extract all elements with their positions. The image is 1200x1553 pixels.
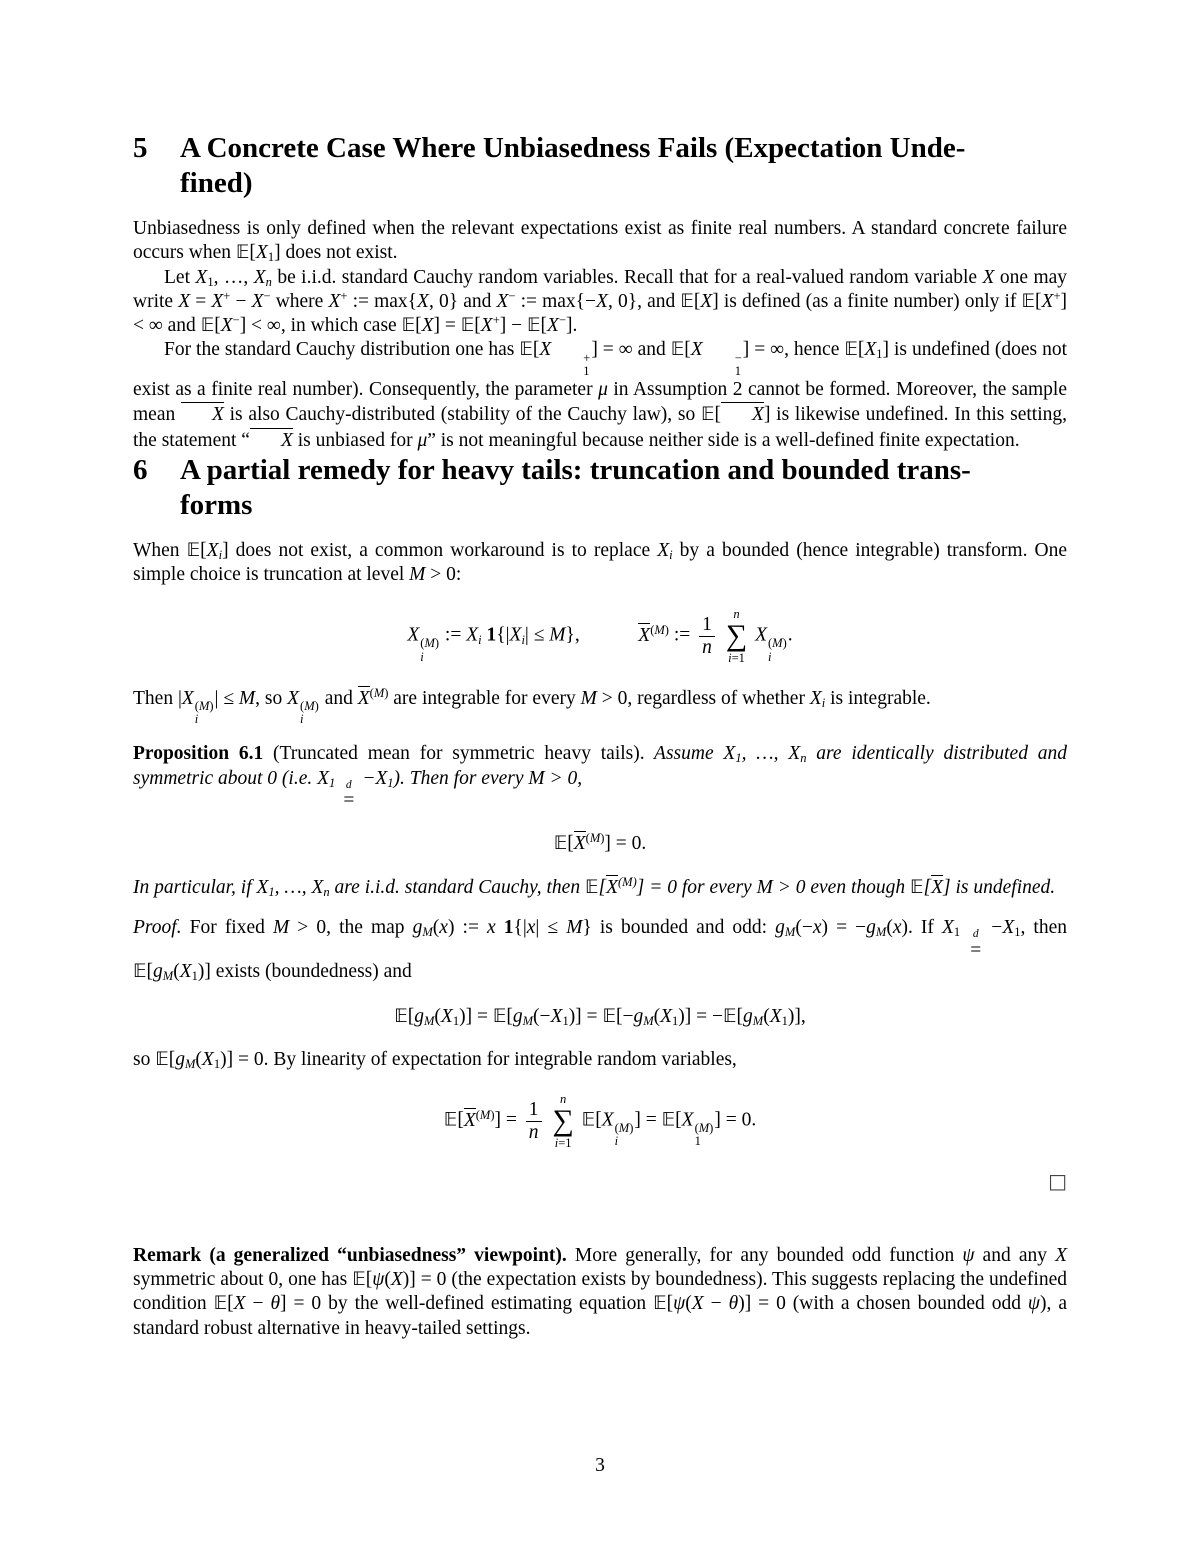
paragraph-truncation-intro: When $𝔼[X_i]$ does not exist, a common workaround is to replace $X_i$ by a bounded (hence integrable) transform. One simple choice is truncation at level M > 0: xyxy=(133,539,1067,586)
section-6-title xyxy=(180,453,1067,523)
remark-body: More generally, for any bounded odd function ψ and any X symmetric about 0, one has 𝔼[ψ(X)] = 0 (the expectation exists by boundedness). This suggests replacing the undefined condition 𝔼[X − θ] = 0 by the well-defined estimating equation 𝔼[ψ(X − θ)] = 0 (with a chosen bounded odd ψ), a standard robust alternative in heavy-tailed settings. xyxy=(133,1244,1068,1339)
paragraph-in-particular: In particular, if $X_1$, …, $X_n$ are i.i.d. standard Cauchy, then $𝔼[X^{(M)}] = 0$ for every M > 0 even though 𝔼[X] is undefined. xyxy=(133,875,1056,900)
equation-truncated-mean-zero: $𝔼[X^{(M)}] = 0$. xyxy=(553,830,647,854)
equation-linearity: $𝔼[X^{(M)}]$ = $\frac{1}{n}$ n ∑ i=1 𝔼[X (M) i ] = 𝔼[X (M) 1 ] = 0. xyxy=(443,1092,757,1150)
proof-label: Proof. xyxy=(133,917,182,939)
section-6-number: 6 xyxy=(133,453,148,486)
paragraph-cauchy-undefined: For the standard Cauchy distribution one has 𝔼[X + 1 ] = ∞ and 𝔼[X − 1 ] = ∞, hence $𝔼[X_1]$ is undefined (does not exist as a finite real number). Consequently, the parameter μ in Assumption 2 cannot be formed. Moreover, the sample mean X is also Cauchy-distributed (stability of the Cauchy law), so 𝔼[ X] is likewise undefined. In this setting, the statement “ X is unbiased for μ” is not meaningful because neither side is a well-defined finite expectation. xyxy=(133,339,1067,451)
section-5-number: 5 xyxy=(133,132,148,164)
equation-truncation-definition: X (M) i := $X_i$ $1\{|X_i| \le M\}$, $X^{(M)}$ := $\frac{1}{n}$ n ∑ i=1 X (M) i . xyxy=(407,607,793,665)
proof-body: For fixed M > 0, the map $g_M(x)$ := x 1{|x| ≤ M} is bounded and odd: $g_M(-x) = -g_M(x)$. If $X_1$ d = $-X_1$, then $𝔼[g_M(X_1)]$ exists (boundedness) and xyxy=(133,917,1068,984)
proposition-6-1 xyxy=(133,742,1067,810)
section-5-title xyxy=(180,131,1067,201)
qed-symbol: □ xyxy=(1048,1168,1067,1193)
paragraph-integrable: Then |X (M) i | ≤ M, so X (M) i and $X^{(M)}$ are integrable for every M > 0, regardless of whether $X_i$ is integrable. xyxy=(133,686,931,727)
section-title-line: forms xyxy=(180,488,253,521)
paragraph-unbiasedness-defined: Unbiasedness is only defined when the relevant expectations exist as finite real numbers. A standard concrete failure occurs when $𝔼[X_1]$ does not exist. xyxy=(133,218,1067,265)
remark xyxy=(133,1244,1067,1341)
paragraph-cauchy-setup: Let $X_1$, …, $X_n$ be i.i.d. standard Cauchy random variables. Recall that for a real-valued random variable X one may write X = X+ − X− where X+ := max{X, 0} and X− := max{−X, 0}, and 𝔼[X] is defined (as a finite number) only if 𝔼[X+] < ∞ and 𝔼[X−] < ∞, in which case 𝔼[X] = 𝔼[X+] − 𝔼[X−]. xyxy=(133,266,1068,337)
proof xyxy=(133,916,1067,984)
page-number: 3 xyxy=(595,1455,605,1476)
proposition-body: Assume $X_1$, …, $X_n$ are identically distributed and symmetric about 0 (i.e. $X_1$ d = $-X_1$). Then for every M > 0, xyxy=(133,743,1067,812)
remark-label: Remark (a generalized “unbiasedness” viewpoint). xyxy=(133,1244,567,1266)
section-5-heading xyxy=(133,131,1067,201)
section-title-line: A partial remedy for heavy tails: truncation and bounded trans- xyxy=(180,453,971,486)
equation-odd-symmetry: $𝔼[g_M(X_1)]$ = $𝔼[g_M(-X_1)]$ = $𝔼[-g_M(X_1)]$ = $-𝔼[g_M(X_1)]$, xyxy=(394,1005,806,1028)
qed-line xyxy=(133,1168,1067,1194)
proposition-paren: (Truncated mean for symmetric heavy tails). xyxy=(263,743,645,765)
section-6-heading xyxy=(133,453,1067,523)
section-title-line: fined) xyxy=(180,167,253,199)
section-title-line: A Concrete Case Where Unbiasedness Fails (Expectation Unde- xyxy=(180,132,966,164)
paragraph-linearity: so $𝔼[g_M(X_1)] = 0$. By linearity of expectation for integrable random variables, xyxy=(133,1048,737,1072)
proposition-label: Proposition 6.1 xyxy=(133,743,264,765)
